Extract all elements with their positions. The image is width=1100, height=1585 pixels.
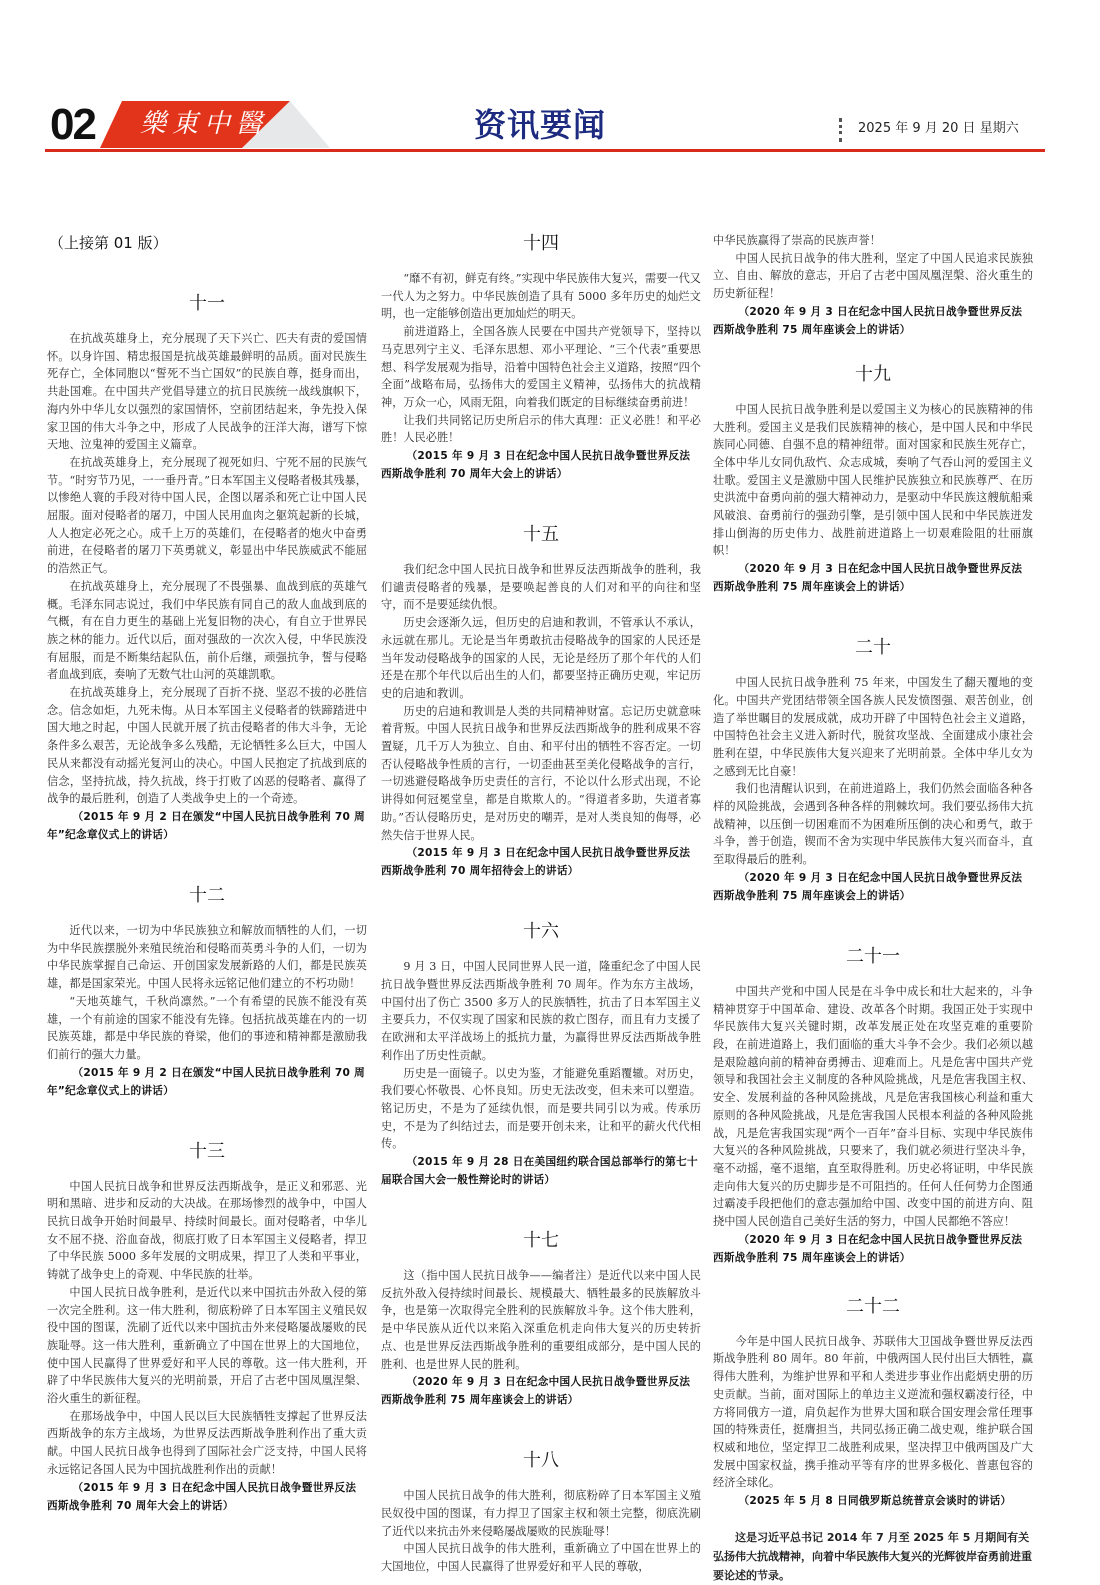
source-citation: （2015 年 9 月 3 日在纪念中国人民抗日战争暨世界反法西斯战争胜利 70 周年大会上的讲话） xyxy=(47,1481,357,1512)
column-2 xyxy=(381,232,701,1576)
section-heading: 二十一 xyxy=(846,945,900,967)
paragraph: 中国人民抗日战争的伟大胜利，重新确立了中国在世界上的大国地位，中国人民赢得了世界爱好和平人民的尊敬， xyxy=(381,1542,701,1574)
closing-note: 这是习近平总书记 2014 年 7 月至 2025 年 5 月期间有关弘扬伟大抗战精神，向着中华民族伟大复兴的光辉彼岸奋勇前进重要论述的节录。 xyxy=(713,1531,1032,1583)
paragraph: 历史是一面镜子。以史为鉴，才能避免重蹈覆辙。对历史，我们要心怀敬畏、心怀良知。历史无法改变，但未来可以塑造。铭记历史，不是为了延续仇恨，而是要共同引以为戒。传承历史，不是为了纠结过去，而是要开创未来，让和平的薪火代代相传。 xyxy=(381,1066,701,1151)
issue-date: 2025 年 9 月 20 日 星期六 xyxy=(858,121,1019,136)
paragraph: 中国人民抗日战争胜利 75 年来，中国发生了翻天覆地的变化。中国共产党团结带领全国各族人民发愤图强、艰苦创业，创造了举世瞩目的发展成就，成功开辟了中国特色社会主义道路，中国特色社会主义进入新时代，脱贫攻坚战、全面建成小康社会胜利在望，中华民族伟大复兴迎来了光明前景。全体中华儿女为之感到无比自豪！ xyxy=(713,676,1033,778)
section-heading: 十三 xyxy=(189,1140,225,1162)
header-rule xyxy=(45,149,1045,152)
paragraph: “靡不有初，鲜克有终。”实现中华民族伟大复兴，需要一代又一代人为之努力。中华民族创造了具有 5000 多年历史的灿烂文明，也一定能够创造出更加灿烂的明天。 xyxy=(381,272,701,321)
source-citation: （2015 年 9 月 2 日在颁发“中国人民抗日战争胜利 70 周年”纪念章仪式上的讲话） xyxy=(47,810,366,841)
article-section xyxy=(47,884,367,1100)
column-1 xyxy=(47,232,367,1515)
source-citation: （2015 年 9 月 3 日在纪念中国人民抗日战争暨世界反法西斯战争胜利 70 周年大会上的讲话） xyxy=(381,450,691,481)
paragraph: 历史的启迪和教训是人类的共同精神财富。忘记历史就意味着背叛。中国人民抗日战争和世界反法西斯战争的胜利成果不容置疑，几千万人为独立、自由、和平付出的牺牲不容否定。一切否认侵略战争性质的言行，一切歪曲甚至美化侵略战争的言行，一切逃避侵略战争历史责任的言行，不论以什么形式出现，不论讲得如何冠冕堂皇，都是自欺欺人的。“得道者多助，失道者寡助。”否认侵略历史，是对历史的嘲弄，是对人类良知的侮辱，必然失信于世界人民。 xyxy=(381,704,701,842)
page-number: 02 xyxy=(50,100,95,149)
paragraph: 这（指中国人民抗日战争——编者注）是近代以来中国人民反抗外敌入侵持续时间最长、规模最大、牺牲最多的民族解放斗争，也是第一次取得完全胜利的民族解放斗争。这个伟大胜利，是中华民族从近代以来陷入深重危机走向伟大复兴的历史转折点、也是世界反法西斯战争胜利的重要组成部分，是中国人民的胜利、也是世界人民的胜利。 xyxy=(381,1269,701,1371)
article-section-continued xyxy=(713,232,1033,339)
source-citation: （2020 年 9 月 3 日在纪念中国人民抗日战争暨世界反法西斯战争胜利 75 周年座谈会上的讲话） xyxy=(713,305,1023,336)
article-section xyxy=(381,523,701,880)
section-heading: 十九 xyxy=(855,363,891,385)
article-section xyxy=(713,945,1033,1267)
paragraph: 我们纪念中国人民抗日战争和世界反法西斯战争的胜利，我们谴责侵略者的残暴，是要唤起善良的人们对和平的向往和坚守，而不是要延续仇恨。 xyxy=(381,563,701,612)
section-heading: 十四 xyxy=(523,233,559,254)
paragraph: 我们也清醒认识到，在前进道路上，我们仍然会面临各种各样的风险挑战，会遇到各种各样的荆棘坎坷。我们要弘扬伟大抗战精神，以压倒一切困难而不为困难所压倒的决心和勇气，敢于斗争，善于创造，锲而不舍为实现中华民族伟大复兴而奋斗，直至取得最后的胜利。 xyxy=(713,782,1033,867)
source-citation: （2020 年 9 月 3 日在纪念中国人民抗日战争暨世界反法西斯战争胜利 75 周年座谈会上的讲话） xyxy=(713,563,1023,594)
section-heading: 二十 xyxy=(855,637,891,659)
source-citation: （2020 年 9 月 3 日在纪念中国人民抗日战争暨世界反法西斯战争胜利 75 周年座谈会上的讲话） xyxy=(381,1376,691,1407)
paragraph: 让我们共同铭记历史所启示的伟大真理：正义必胜！和平必胜！人民必胜！ xyxy=(381,413,701,445)
paragraph: 中国人民抗日战争的伟大胜利，坚定了中国人民追求民族独立、自由、解放的意志，开启了古老中国凤凰涅槃、浴火重生的历史新征程！ xyxy=(713,251,1033,301)
source-citation: （2020 年 9 月 3 日在纪念中国人民抗日战争暨世界反法西斯战争胜利 75 周年座谈会上的讲话） xyxy=(713,871,1023,902)
source-citation: （2020 年 9 月 3 日在纪念中国人民抗日战争暨世界反法西斯战争胜利 75 周年座谈会上的讲话） xyxy=(713,1233,1023,1264)
paragraph: 今年是中国人民抗日战争、苏联伟大卫国战争暨世界反法西斯战争胜利 80 周年。80 年前，中俄两国人民付出巨大牺牲，赢得伟大胜利，为维护世界和平和人类进步事业作出彪炳史册的历史贡献。当前，面对国际上的单边主义逆流和强权霸凌行径，中方将同俄方一道，肩负起作为世界大国和联合国安理会常任理事国的特殊责任，挺膺担当，共同弘扬正确二战史观，维护联合国权威和地位，坚定捍卫二战胜利成果，坚决捍卫中俄两国及广大发展中国家权益，携手推动平等有序的世界多极化、普惠包容的经济全球化。 xyxy=(713,1334,1033,1490)
source-citation: （2025 年 5 月 8 日同俄罗斯总统普京会谈时的讲话） xyxy=(738,1495,1012,1508)
section-heading: 十一 xyxy=(189,293,225,314)
paragraph: 9 月 3 日，中国人民同世界人民一道，隆重纪念了中国人民抗日战争暨世界反法西斯战争胜利 70 周年。作为东方主战场，中国付出了伤亡 3500 多万人的民族牺牲，抗击了日本军国主义主要兵力，不仅实现了国家和民族的救亡图存，而且有力支援了在欧洲和太平洋战场上的抵抗力量，为赢得世界反法西斯战争胜利作出了历史性贡献。 xyxy=(381,960,701,1062)
article-section xyxy=(713,363,1033,596)
article-section xyxy=(381,920,701,1189)
paragraph: 中国人民抗日战争和世界反法西斯战争，是正义和邪恶、光明和黑暗、进步和反动的大决战。在那场惨烈的战争中，中国人民抗日战争开始时间最早、持续时间最长。面对侵略者，中华儿女不屈不挠、浴血奋战，彻底打败了日本军国主义侵略者，捍卫了中华民族 5000 多年发展的文明成果，捍卫了人类和平事业，铸就了战争史上的奇观、中华民族的壮举。 xyxy=(47,1179,367,1282)
paragraph: 中国人民抗日战争胜利是以爱国主义为核心的民族精神的伟大胜利。爱国主义是我们民族精神的核心，是中国人民和中华民族同心同德、自强不息的精神纽带。面对国家和民族生死存亡，全体中华儿女同仇敌忾、众志成城，奏响了气吞山河的爱国主义壮歌。爱国主义是激励中国人民维护民族独立和民族尊严、在历史洪流中奋勇向前的强大精神动力，是驱动中华民族这艘航船乘风破浪、奋勇前行的强劲引擎，是引领中国人民和中华民族迸发排山倒海的历史伟力、战胜前进道路上一切艰难险阻的壮丽旗帜！ xyxy=(713,402,1033,558)
paragraph: 在那场战争中，中国人民以巨大民族牺牲支撑起了世界反法西斯战争的东方主战场，为世界反法西斯战争胜利作出了重大贡献。中国人民抗日战争也得到了国际社会广泛支持，中国人民将永远铭记各国人民为中国抗战胜利作出的贡献！ xyxy=(47,1409,367,1476)
section-heading: 十七 xyxy=(523,1230,559,1252)
article-section xyxy=(381,232,701,483)
paragraph: “天地英雄气，千秋尚凛然。”一个有希望的民族不能没有英雄，一个有前途的国家不能没有先锋。包括抗战英雄在内的一切民族英雄，都是中华民族的脊梁，他们的事迹和精神都是激励我们前行的强大力量。 xyxy=(47,994,367,1061)
paragraph: 中国人民抗日战争胜利，是近代以来中国抗击外敌入侵的第一次完全胜利。这一伟大胜利，彻底粉碎了日本军国主义殖民奴役中国的图谋，洗刷了近代以来中国抗击外来侵略屡战屡败的民族耻辱。这一伟大胜利，重新确立了中国在世界上的大国地位，使中国人民赢得了世界爱好和平人民的尊敬。这一伟大胜利，开辟了中华民族伟大复兴的光明前景，开启了古老中国凤凰涅槃、浴火重生的新征程。 xyxy=(47,1285,367,1406)
article-section xyxy=(713,1295,1033,1510)
paragraph: 前进道路上，全国各族人民要在中国共产党领导下，坚持以马克思列宁主义、毛泽东思想、邓小平理论、“三个代表”重要思想、科学发展观为指导，沿着中国特色社会主义道路，按照“四个全面”战略布局，弘扬伟大的爱国主义精神，弘扬伟大的抗战精神，万众一心，风雨无阻，向着我们既定的目标继续奋勇前进！ xyxy=(381,325,701,409)
section-heading: 十八 xyxy=(523,1450,559,1472)
section-heading: 十五 xyxy=(523,524,559,546)
section-heading: 二十二 xyxy=(846,1295,900,1317)
date-divider xyxy=(839,118,845,142)
paragraph: 历史会逐渐久远，但历史的启迪和教训，不管承认不承认，永远就在那儿。无论是当年勇敢抗击侵略战争的国家的人民还是当年发动侵略战争的国家的人民，无论是经历了那个年代的人们还是在那个年代以后出生的人们，都要坚持正确历史观，牢记历史的启迪和教训。 xyxy=(381,616,701,700)
paragraph: 在抗战英雄身上，充分展现了不畏强暴、血战到底的英雄气概。毛泽东同志说过，我们中华民族有同自己的敌人血战到底的气概，有在自力更生的基础上光复旧物的决心，有自立于世界民族之林的能力。近代以后，面对强敌的一次次入侵，中华民族没有屈服，而是不断集结起队伍，前仆后继，顽强抗争，誓与侵略者血战到底，奏响了无数气壮山河的英雄凯歌。 xyxy=(47,579,367,682)
source-citation: （2015 年 9 月 2 日在颁发“中国人民抗日战争胜利 70 周年”纪念章仪式上的讲话） xyxy=(47,1066,366,1097)
section-heading: 十六 xyxy=(523,921,559,943)
paragraph: 在抗战英雄身上，充分展现了视死如归、宁死不屈的民族气节。“时穷节乃见，一一垂丹青。”日本军国主义侵略者极其残暴，以惨绝人寰的手段对待中国人民，企图以屠杀和死亡让中国人民屈服。面对侵略者的屠刀，中国人民用血肉之躯筑起新的长城，人人抱定必死之心。成千上万的英雄们，在侵略者的炮火中奋勇前进，在侵略者的屠刀下英勇就义，彰显出中华民族威武不能屈的浩然正气。 xyxy=(47,455,367,576)
section-title: 资讯要闻 xyxy=(473,106,606,144)
source-citation: （2015 年 9 月 3 日在纪念中国人民抗日战争暨世界反法西斯战争胜利 70 周年招待会上的讲话） xyxy=(381,847,691,878)
column-3 xyxy=(713,232,1033,1585)
paragraph: 近代以来，一切为中华民族独立和解放而牺牲的人们，一切为中华民族摆脱外来殖民统治和侵略而英勇斗争的人们，一切为中华民族掌握自己命运、开创国家发展新路的人们，都是民族英雄，都是国家荣光。中国人民将永远铭记他们建立的不朽功勋！ xyxy=(47,923,367,991)
article-section xyxy=(47,292,367,844)
page-header xyxy=(0,0,1100,160)
article-section xyxy=(713,636,1033,905)
section-heading: 十二 xyxy=(189,884,225,906)
paragraph: 在抗战英雄身上，充分展现了百折不挠、坚忍不拔的必胜信念。信念如炬，九死未悔。从日本军国主义侵略者的铁蹄踏进中国大地之时起，中国人民就开展了抗击侵略者的伟大斗争，无论条件多么艰苦，无论战争多么残酷，无论牺牲多么巨大，中国人民从来都没有动摇光复河山的决心。中国人民抱定了抗战到底的信念，坚持抗战，持久抗战，终于打败了凶恶的侵略者、赢得了战争的最后胜利，创造了人类战争史上的一个奇迹。 xyxy=(47,686,367,806)
continued-from-label: （上接第 01 版） xyxy=(49,234,168,252)
paragraph: 中国共产党和中国人民是在斗争中成长和壮大起来的，斗争精神贯穿于中国革命、建设、改革各个时期。我国正处于实现中华民族伟大复兴关键时期，改革发展正处在攻坚克难的重要阶段，在前进道路上，我们面临的重大斗争不会少。我们必须以越是艰险越向前的精神奋勇搏击、迎难而上。凡是危害中国共产党领导和我国社会主义制度的各种风险挑战，凡是危害我国主权、安全、发展利益的各种风险挑战，凡是危害我国核心利益和重大原则的各种风险挑战，凡是危害我国人民根本利益的各种风险挑战，凡是危害我国实现“两个一百年”奋斗目标、实现中华民族伟大复兴的各种风险挑战，只要来了，我们就必须进行坚决斗争，毫不动摇，毫不退缩，直至取得胜利。历史必将证明，中华民族走向伟大复兴的历史脚步是不可阻挡的。任何人任何势力企图通过霸凌手段把他们的意志强加给中国、改变中国的前进方向、阻挠中国人民创造自己美好生活的努力，中国人民都绝不答应！ xyxy=(713,984,1033,1229)
paragraph: 中国人民抗日战争的伟大胜利，彻底粉碎了日本军国主义殖民奴役中国的图谋，有力捍卫了国家主权和领土完整，彻底洗刷了近代以来抗击外来侵略屡战屡败的民族耻辱！ xyxy=(381,1489,701,1538)
source-citation: （2015 年 9 月 28 日在美国纽约联合国总部举行的第七十届联合国大会一般性辩论时的讲话） xyxy=(381,1156,698,1187)
masthead-logo: 樂東中醫 xyxy=(140,109,269,139)
paragraph: 在抗战英雄身上，充分展现了天下兴亡、匹夫有责的爱国情怀。以身许国、精忠报国是抗战英雄最鲜明的品质。面对民族生死存亡，全体同胞以“誓死不当亡国奴”的民族自尊，挺身而出，共赴国难。在中国共产党倡导建立的抗日民族统一战线旗帜下，海内外中华儿女以强烈的家国情怀，空前团结起来，争先投入保家卫国的伟大斗争之中，形成了人民战争的汪洋大海，谱写下惊天地、泣鬼神的爱国主义篇章。 xyxy=(47,332,367,452)
article-section xyxy=(47,1140,367,1515)
article-section xyxy=(381,1229,701,1409)
paragraph: 中华民族赢得了崇高的民族声誉！ xyxy=(713,234,881,247)
article-section xyxy=(381,1449,701,1576)
